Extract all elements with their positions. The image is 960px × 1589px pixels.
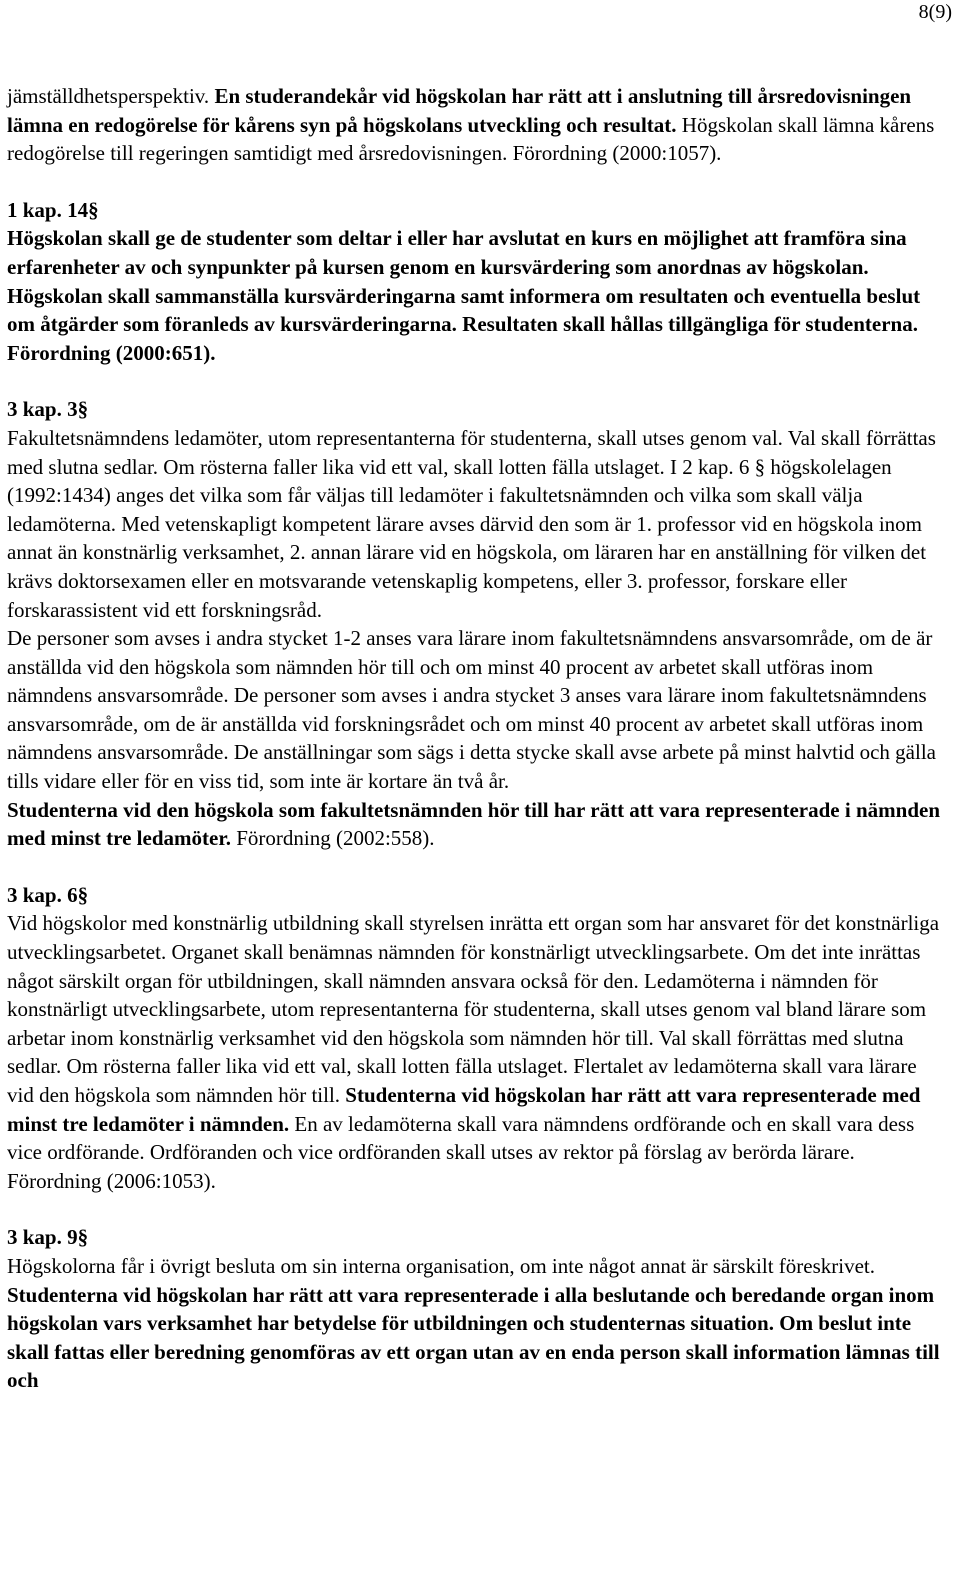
document-body	[7, 82, 947, 1395]
paragraph	[7, 1252, 947, 1395]
section-heading: 3 kap. 9§	[7, 1225, 89, 1250]
page-number: 8(9)	[918, 1, 952, 23]
text: De personer som avses i andra stycket 1-2 anses vara lärare inom fakultetsnämndens ansvarsområde, om de är anställda vid den högskola som nämnden hör till och om minst 40 procent av arbetet skall utföras inom nämndens ansvarsområde. De personer som avses i andra stycket 3 anses vara lärare inom fakultetsnämndens ansvarsområde, om de är anställda vid forskningsrådet och om minst 40 procent av arbetet skall utföras inom nämndens ansvarsområde. De anställningar som sägs i detta stycke skall avse arbete på minst halvtid och gälla tills vidare eller för en viss tid, som inte är kortare än två år.	[7, 626, 936, 794]
text: Högskolan skall lämna kårens redogörelse till regeringen samtidigt med årsredovisningen. Förordning (2000:1057).	[7, 112, 935, 166]
bold-text: Högskolan skall ge de studenter som deltar i eller har avslutat en kurs en möjlighet att framföra sina erfarenheter av och synpunkter på kursen genom en kursvärdering som anordnas av högskolan. Högskolan skall sammanställa kursvärderingarna samt informera om resultaten och eventuella beslut om åtgärder som föranleds av kursvärderingarna. Resultaten skall hållas tillgängliga för studenterna. Förordning (2000:651).	[7, 226, 921, 365]
paragraph	[7, 82, 947, 168]
paragraph	[7, 909, 947, 1195]
paragraph	[7, 796, 947, 853]
text: Vid högskolor med konstnärlig utbildning skall styrelsen inrätta ett organ som har ansvaret för det konstnärliga utvecklingsarbetet. Organet skall benämnas nämnden för konstnärligt utvecklingsarbete. Om det inte inrättas något särskilt organ för utbildningen, skall nämnden ansvara också för den. Ledamöterna i nämnden för konstnärligt utvecklingsarbete, utom representanterna för studenterna, skall utses genom val bland lärare som arbetar inom konstnärlig verksamhet vid den högskola som nämnden hör till. Val skall förrättas med slutna sedlar. Om rösterna faller lika vid ett val, skall lotten fälla utslaget. Flertalet av ledamöterna skall vara lärare vid den högskola som nämnden hör till.	[7, 911, 940, 1107]
bold-text: Studenterna vid högskolan har rätt att vara representerade med minst tre ledamöter i nämnden.	[7, 1083, 921, 1136]
text: Fakultetsnämndens ledamöter, utom representanterna för studenterna, skall utses genom val. Val skall förrättas med slutna sedlar. Om rösterna faller lika vid ett val, skall lotten fälla utslaget. I 2 kap. 6 § högskolelagen (1992:1434) anges det vilka som får väljas till ledamöter i fakultetsnämnden och vilka som skall välja ledamöterna. Med vetenskapligt kompetent lärare avses därvid den som är 1. professor vid en högskola inom annat än konstnärlig verksamhet, 2. annan lärare vid en högskola, om läraren har en anställning för vilken det krävs doktorsexamen eller en motsvarande vetenskaplig kompetens, eller 3. professor, forskare eller forskarassistent vid ett forskningsråd.	[7, 425, 936, 622]
section-heading: 1 kap. 14§	[7, 197, 99, 222]
section-heading: 3 kap. 3§	[7, 397, 89, 422]
section-heading: 3 kap. 6§	[7, 882, 89, 907]
text: Förordning (2002:558).	[230, 826, 435, 851]
text: En av ledamöterna skall vara nämndens ordförande och en skall vara dess vice ordförande. Ordföranden och vice ordföranden skall utses av rektor på förslag av berörda lärare. Förordning (2006:1053).	[7, 1111, 915, 1193]
paragraph-gap	[7, 168, 947, 196]
paragraph	[7, 624, 947, 796]
bold-text: Studenterna vid den högskola som fakultetsnämnden hör till har rätt att vara representerade i nämnden med minst tre ledamöter.	[7, 797, 940, 851]
paragraph-gap	[7, 367, 947, 395]
bold-text: Studenterna vid högskolan har rätt att vara representerade i alla beslutande och beredande organ inom högskolan vars verksamhet har betydelse för utbildningen och studenternas situation. Om beslut inte skall fattas eller beredning genomföras av ett organ utan av en enda person skall information lämnas till och	[7, 1282, 940, 1393]
bold-text: En studerandekår vid högskolan har rätt att i anslutning till årsredovisningen lämna en redogörelse för kårens syn på högskolans utveckling och resultat.	[7, 84, 912, 137]
text: jämställdhetsperspektiv.	[7, 84, 215, 108]
paragraph-gap	[7, 1195, 947, 1223]
text: Högskolorna får i övrigt besluta om sin interna organisation, om inte något annat är särskilt föreskrivet.	[7, 1253, 875, 1278]
paragraph	[7, 424, 947, 624]
paragraph-gap	[7, 853, 947, 881]
paragraph	[7, 224, 947, 367]
